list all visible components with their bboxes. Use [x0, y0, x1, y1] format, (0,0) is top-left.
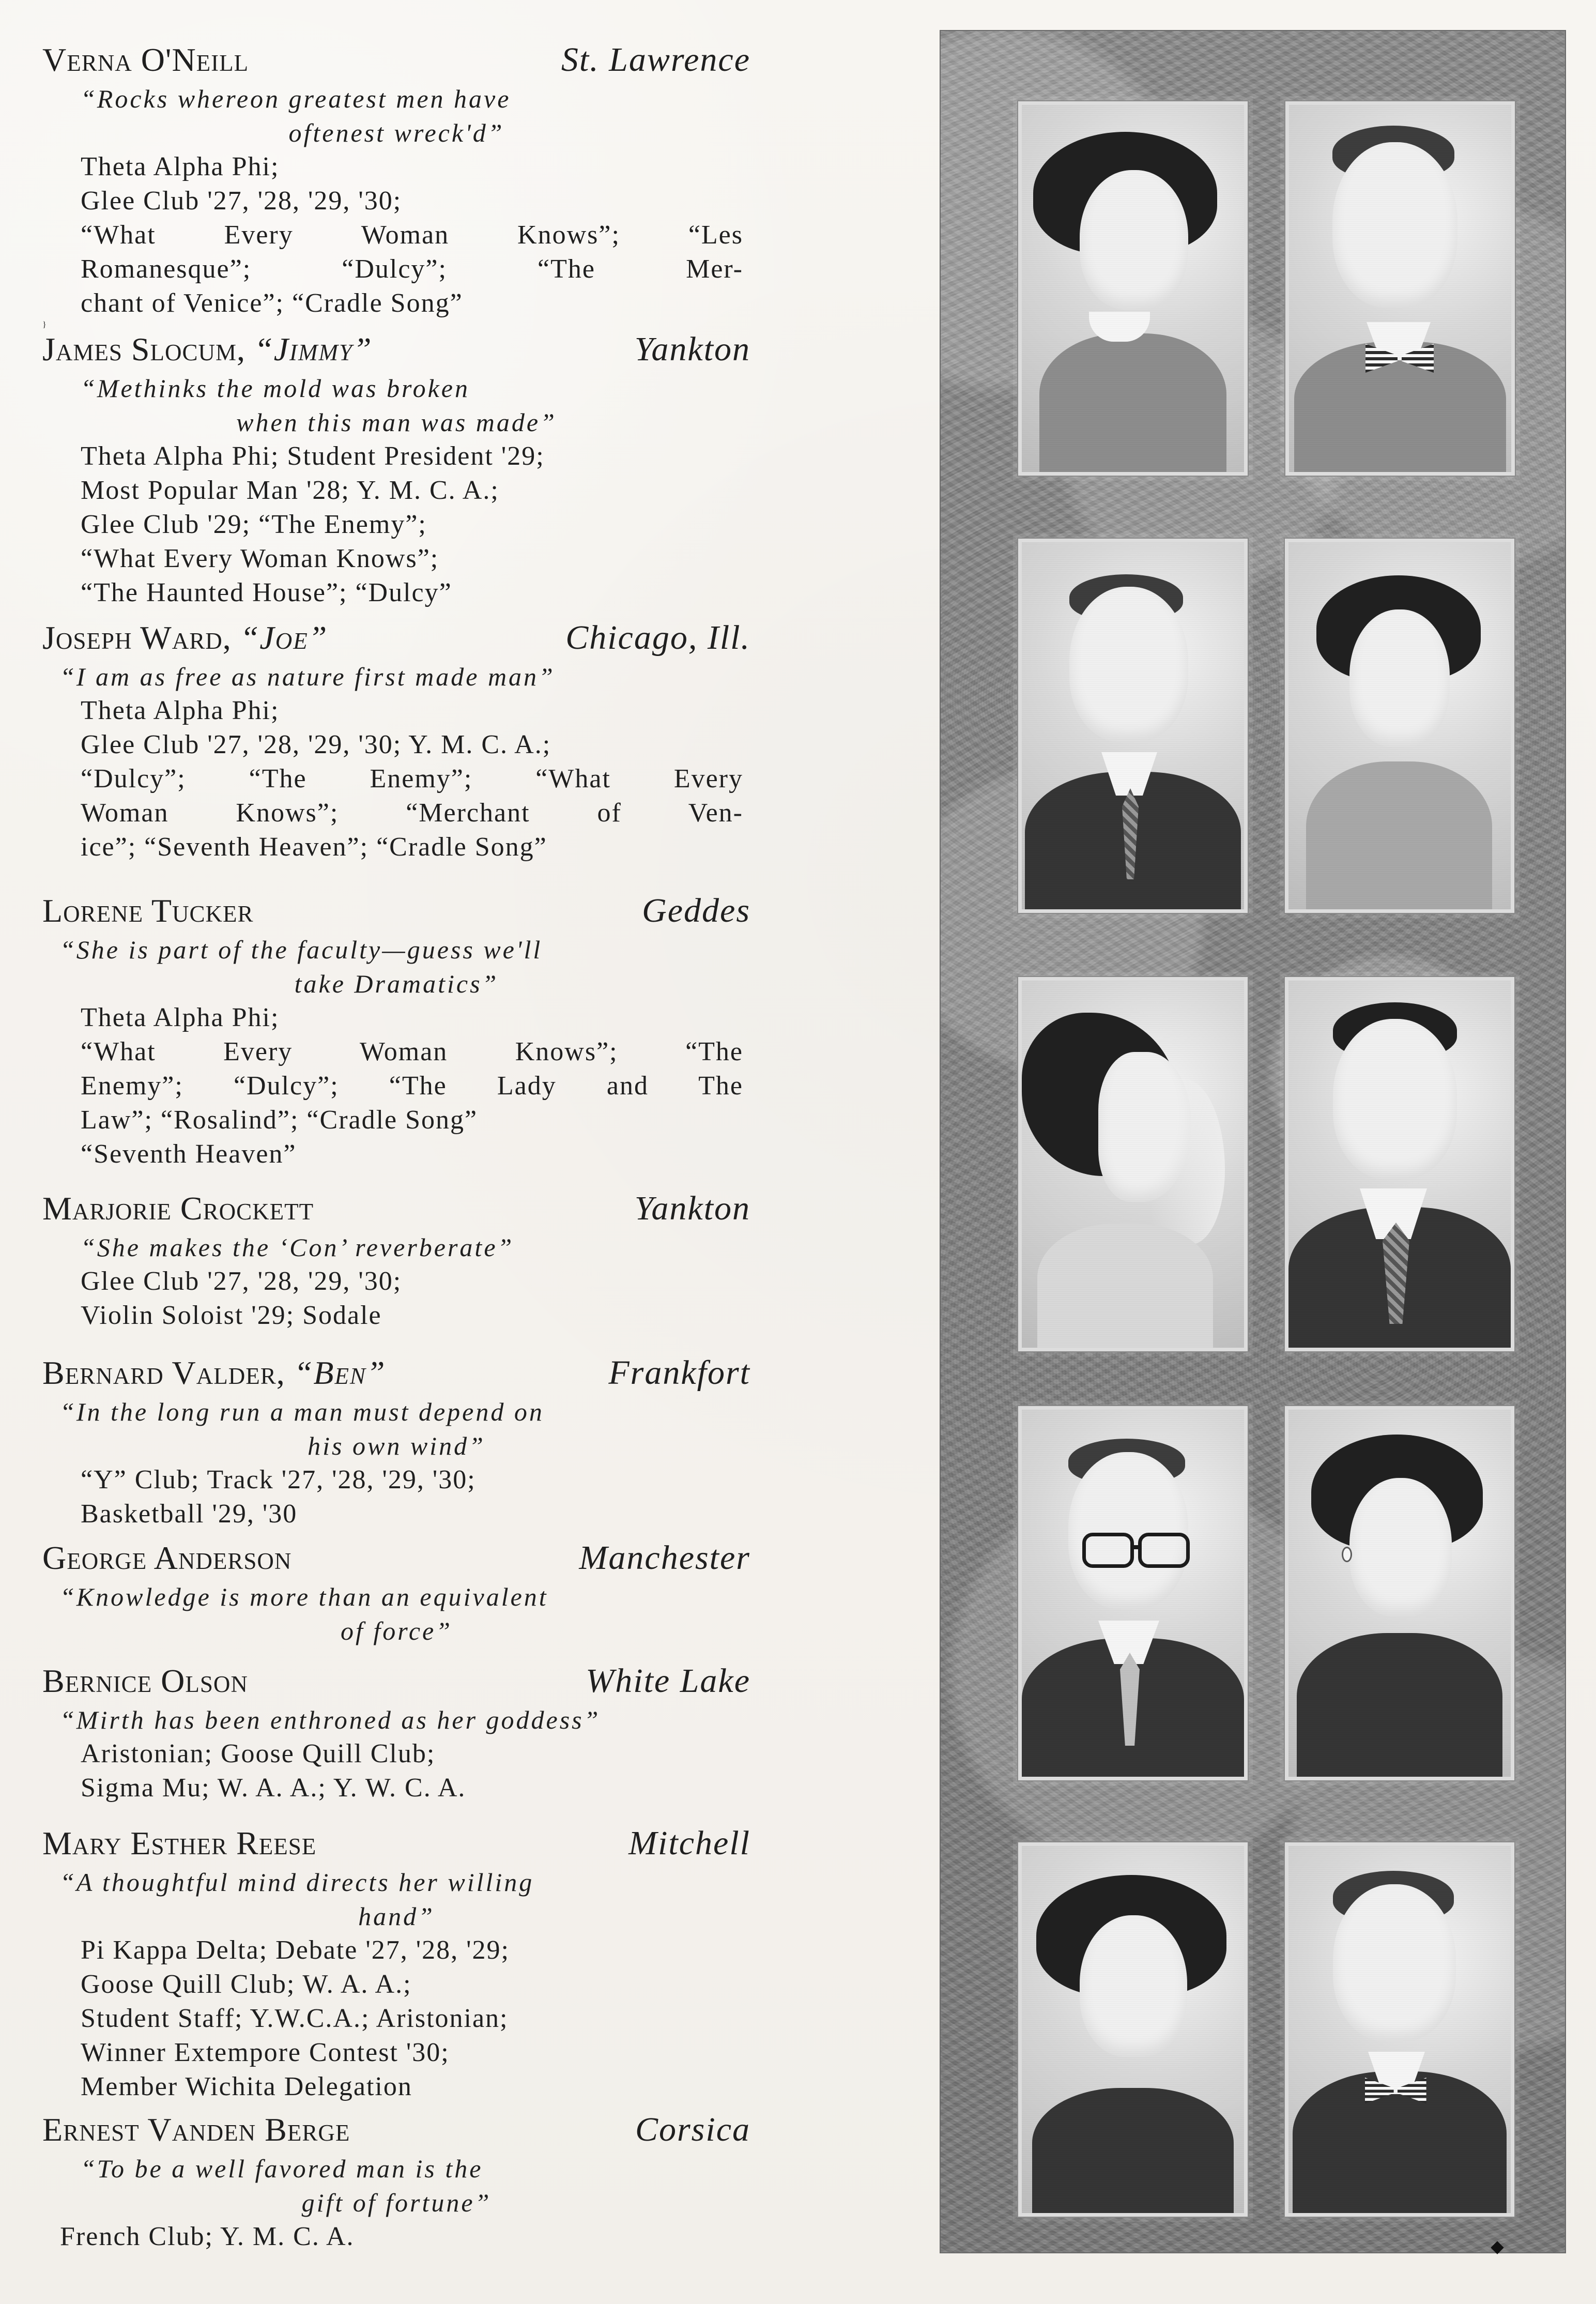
portrait-woman-icon — [1022, 105, 1244, 472]
activity-line: “What Every Woman Knows”; — [81, 544, 439, 573]
student-nickname: “Ben” — [294, 1354, 386, 1391]
portrait-photo-4 — [1285, 539, 1514, 913]
portrait-woman-profile-icon — [1022, 981, 1244, 1348]
activity-line: Theta Alpha Phi; — [81, 152, 280, 181]
quote-line: “She is part of the faculty—guess we'll — [60, 935, 543, 964]
hometown: Geddes — [642, 892, 750, 929]
portrait-photo-7 — [1018, 1406, 1248, 1780]
activity-line: Goose Quill Club; W. A. A.; — [81, 1970, 412, 1999]
portrait-man-bowtie-icon — [1289, 105, 1511, 472]
hometown: Chicago, Ill. — [565, 619, 750, 657]
quote-line: “Knowledge is more than an equivalent — [60, 1582, 548, 1611]
activity-line: Woman Knows”; “Merchant of Ven- — [81, 798, 743, 828]
portrait-man-icon — [1288, 1846, 1511, 2213]
student-heading — [42, 889, 750, 933]
student-entry-mary-esther-reese — [42, 1822, 750, 2104]
quote-line: “In the long run a man must depend on — [60, 1397, 544, 1426]
quote-line: “Mirth has been enthroned as her goddess” — [60, 1705, 601, 1734]
student-entry-bernice-olson — [42, 1659, 750, 1805]
hometown: St. Lawrence — [561, 41, 750, 79]
student-name-text: Bernard Valder, — [42, 1354, 285, 1391]
activity-line: “Seventh Heaven” — [81, 1139, 297, 1169]
portrait-man-icon — [1288, 981, 1511, 1348]
quote-line: take Dramatics” — [294, 969, 499, 998]
student-entry-ernest-vanden-berge — [42, 2108, 750, 2254]
quote-line: “To be a well favored man is the — [81, 2154, 483, 2183]
student-nickname: “Jimmy” — [254, 331, 373, 368]
student-heading — [42, 38, 750, 82]
quote-line: “I am as free as nature first made man” — [60, 662, 555, 691]
activity-line: Glee Club '29; “The Enemy”; — [81, 510, 427, 539]
activity-line: Enemy”; “Dulcy”; “The Lady and The — [81, 1071, 743, 1101]
quote-line: “Rocks whereon greatest men have — [81, 84, 511, 113]
student-entry-verna-oneill: Verna O'Neill St. Lawrence “Rocks whereon greatest men have oftenest wreck'd” Theta Alpha Phi; Glee Club '27, '28, '29, '30; “What Every Woman Knows”; “Les Romanesque”; “Dulcy”; “The Mer- chant of Venice”; “Cradle Song” } — [42, 38, 750, 330]
activity-line: Theta Alpha Phi; Student President '29; — [81, 441, 545, 471]
student-entry-bernard-valder — [42, 1351, 750, 1531]
portrait-woman-icon — [1022, 1846, 1244, 2213]
quote-line: of force” — [340, 1616, 453, 1645]
student-name — [42, 1351, 386, 1395]
hometown: White Lake — [586, 1662, 750, 1700]
portrait-photo-3 — [1018, 539, 1248, 913]
student-name: Lorene Tucker — [42, 892, 254, 929]
student-entry-lorene-tucker — [42, 889, 750, 1171]
student-heading — [42, 2108, 750, 2152]
portrait-panel — [940, 30, 1566, 2253]
student-heading — [42, 1659, 750, 1703]
student-name: George Anderson — [42, 1539, 292, 1576]
activity-line: Glee Club '27, '28, '29, '30; — [81, 1267, 402, 1296]
activity-line: Sigma Mu; W. A. A.; Y. W. C. A. — [81, 1773, 466, 1803]
activity-line: Most Popular Man '28; Y. M. C. A.; — [81, 476, 499, 505]
student-name — [42, 328, 373, 371]
activity-line: Romanesque”; “Dulcy”; “The Mer- — [81, 254, 743, 284]
student-name: Marjorie Crockett — [42, 1190, 314, 1227]
hometown: Yankton — [634, 1189, 750, 1227]
quote-line: hand” — [358, 1902, 435, 1931]
student-name: Ernest Vanden Berge — [42, 2111, 350, 2148]
activity-line: Law”; “Rosalind”; “Cradle Song” — [81, 1105, 478, 1135]
portrait-woman-icon — [1288, 542, 1511, 909]
activity-line: Winner Extempore Contest '30; — [81, 2038, 450, 2067]
activity-line: “The Haunted House”; “Dulcy” — [81, 578, 452, 607]
student-nickname: “Joe” — [240, 619, 328, 656]
student-name-text: Joseph Ward, — [42, 619, 232, 656]
student-heading — [42, 328, 750, 371]
student-heading — [42, 1822, 750, 1865]
student-heading — [42, 1187, 750, 1230]
activity-line: French Club; Y. M. C. A. — [60, 2222, 355, 2251]
activity-line: Basketball '29, '30 — [81, 1499, 298, 1529]
student-heading — [42, 616, 750, 660]
portrait-man-icon — [1022, 542, 1244, 909]
student-name: Verna O'Neill — [42, 41, 249, 78]
student-heading — [42, 1351, 750, 1395]
quote-line: “Methinks the mold was broken — [81, 374, 470, 403]
activity-line: “Y” Club; Track '27, '28, '29, '30; — [81, 1465, 476, 1494]
student-entry-george-anderson — [42, 1536, 750, 1648]
student-name — [42, 616, 328, 660]
portrait-photo-1 — [1018, 101, 1248, 476]
portrait-photo-6 — [1285, 977, 1514, 1351]
student-name: Mary Esther Reese — [42, 1825, 317, 1861]
hometown: Frankfort — [608, 1354, 750, 1392]
quote-line: gift of fortune” — [301, 2188, 492, 2217]
activity-line: Glee Club '27, '28, '29, '30; — [81, 186, 402, 216]
activity-line: Student Staff; Y.W.C.A.; Aristonian; — [81, 2004, 509, 2033]
activity-line: ice”; “Seventh Heaven”; “Cradle Song” — [81, 832, 547, 862]
activity-line: “What Every Woman Knows”; “The — [81, 1037, 743, 1066]
activity-line: “Dulcy”; “The Enemy”; “What Every — [81, 764, 743, 794]
quote-line: oftenest wreck'd” — [288, 118, 504, 147]
student-entry-marjorie-crockett — [42, 1187, 750, 1333]
portrait-photo-9 — [1018, 1842, 1248, 2217]
hometown: Manchester — [579, 1539, 750, 1577]
portrait-photo-2 — [1285, 101, 1515, 476]
hometown: Corsica — [635, 2111, 750, 2148]
portrait-photo-8 — [1285, 1406, 1514, 1780]
student-heading — [42, 1536, 750, 1580]
hometown: Mitchell — [628, 1824, 750, 1862]
activity-line: chant of Venice”; “Cradle Song” — [81, 288, 463, 318]
quote-line: “She makes the ‘Con’ reverberate” — [81, 1233, 514, 1262]
student-name: Bernice Olson — [42, 1662, 248, 1699]
activity-line: Pi Kappa Delta; Debate '27, '28, '29; — [81, 1935, 510, 1965]
portrait-man-glasses-icon — [1022, 1410, 1244, 1777]
activity-line: Theta Alpha Phi; — [81, 696, 280, 725]
activity-line: Aristonian; Goose Quill Club; — [81, 1739, 436, 1768]
portrait-woman-icon — [1288, 1410, 1511, 1777]
quote-line: when this man was made” — [236, 408, 557, 437]
student-entries — [42, 38, 750, 2261]
hometown: Yankton — [634, 330, 750, 368]
student-name-text: James Slocum, — [42, 331, 246, 368]
quote-line: “A thoughtful mind directs her willing — [60, 1868, 534, 1897]
portrait-photo-5 — [1018, 977, 1248, 1351]
activity-line: Member Wichita Delegation — [81, 2072, 412, 2101]
activity-line: Theta Alpha Phi; — [81, 1003, 280, 1032]
student-entry-james-slocum — [42, 328, 750, 610]
activity-line: Glee Club '27, '28, '29, '30; Y. M. C. A.; — [81, 730, 551, 759]
activity-line: “What Every Woman Knows”; “Les — [81, 220, 743, 250]
student-entry-joseph-ward — [42, 616, 750, 864]
quote-line: his own wind” — [308, 1431, 485, 1460]
activity-line: Violin Soloist '29; Sodale — [81, 1301, 382, 1330]
portrait-photo-10 — [1285, 1842, 1514, 2217]
